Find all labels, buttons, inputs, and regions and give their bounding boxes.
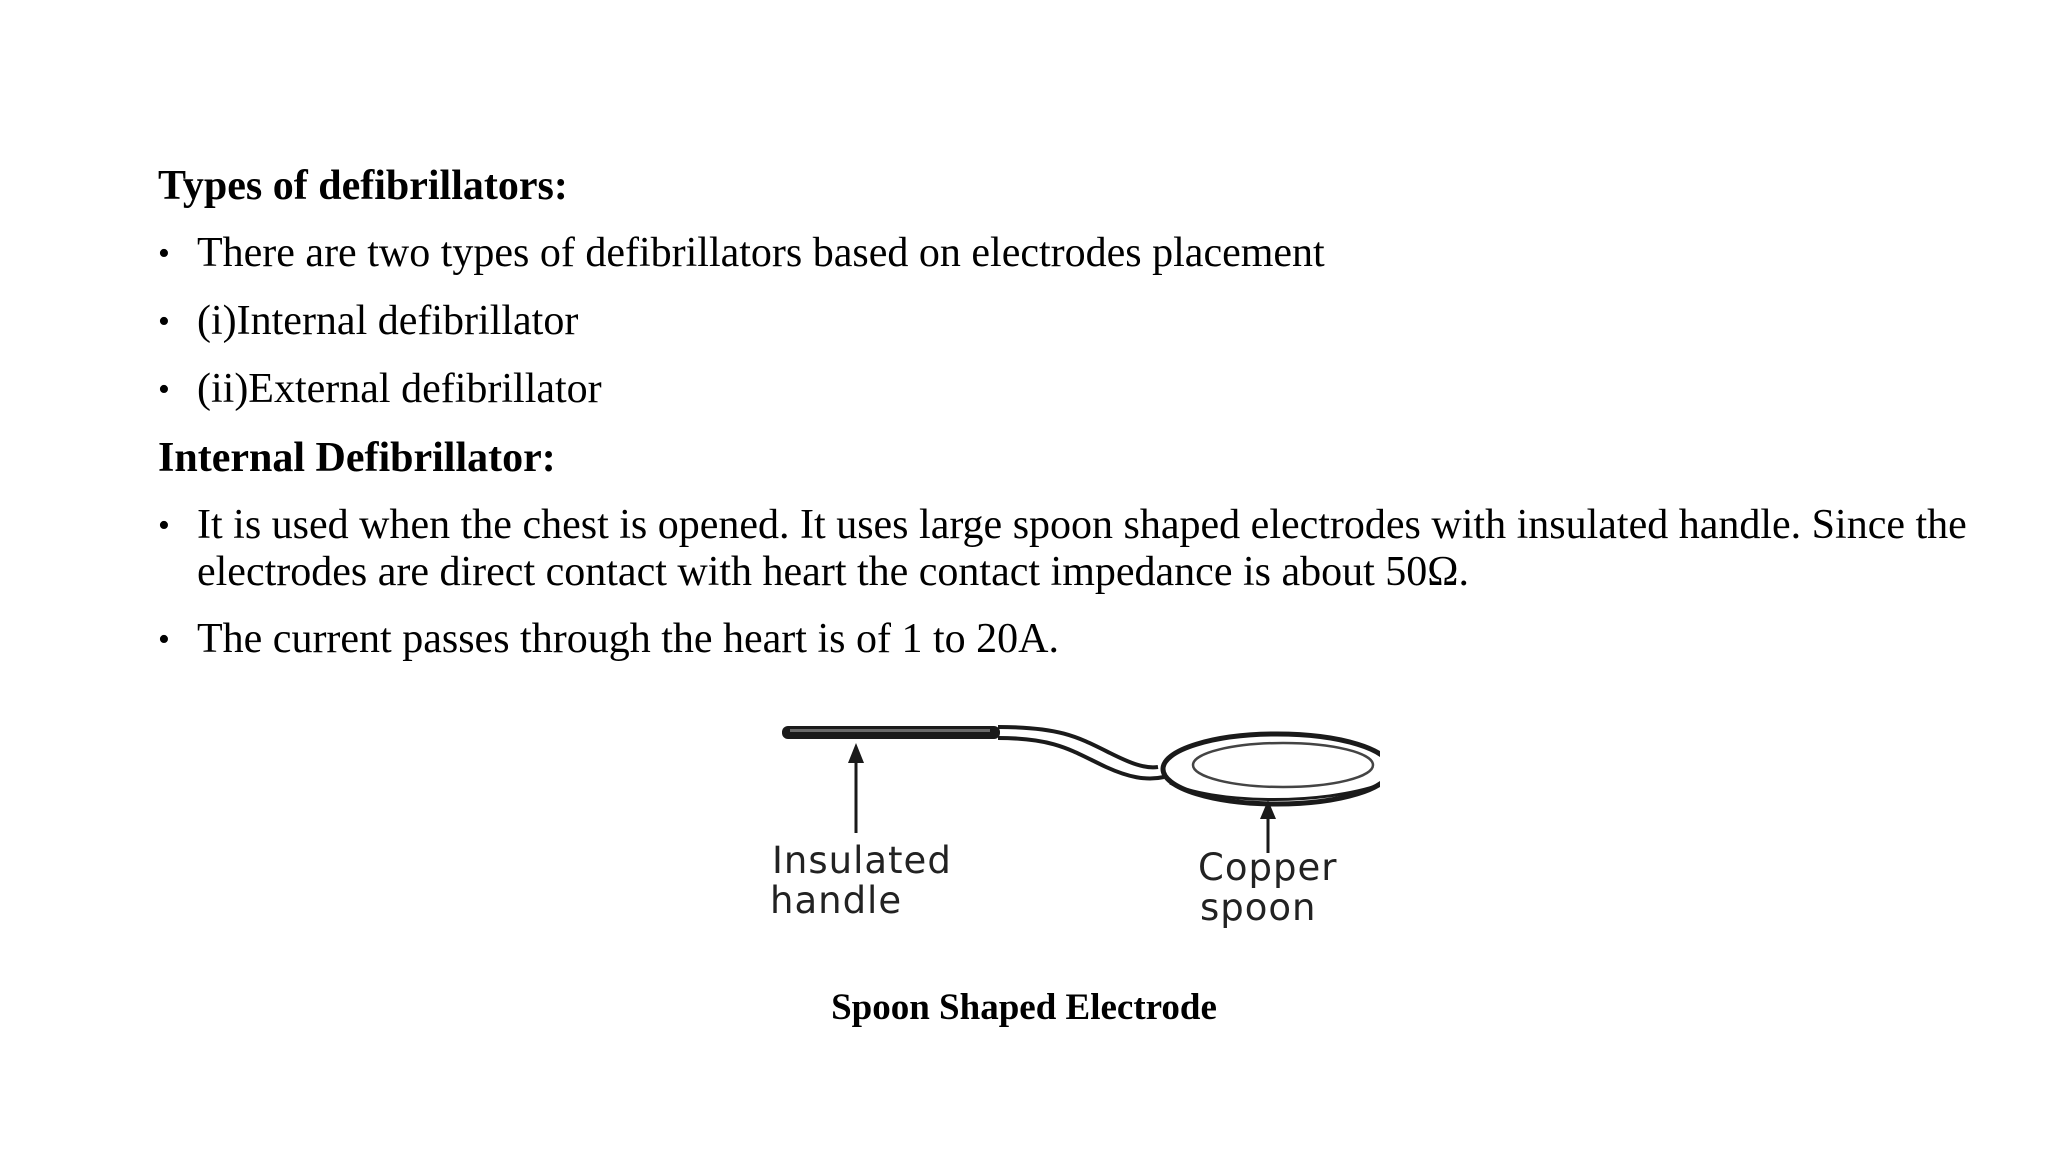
spoon-electrode-figure bbox=[760, 705, 1380, 940]
spoon-bowl-inner bbox=[1193, 743, 1373, 787]
bullet-dot: • bbox=[158, 303, 170, 340]
bullet-text: It is used when the chest is opened. It uses large spoon shaped electrodes with insulated handle. Since the electrodes are direct contact with heart the contact impedance is about 50Ω. bbox=[197, 502, 1967, 595]
label-insulated: Insulated bbox=[772, 839, 952, 882]
shaft-lower-line bbox=[998, 738, 1164, 779]
bullet-item-current bbox=[158, 616, 1978, 663]
handle-arrow-head bbox=[848, 743, 864, 763]
bullet-item-external bbox=[158, 366, 1978, 413]
bullet-item-internal bbox=[158, 298, 1978, 345]
bullet-item-two-types bbox=[158, 230, 1978, 277]
bullet-text: There are two types of defibrillators based on electrodes placement bbox=[197, 230, 1325, 276]
bullet-item-chest-opened bbox=[158, 502, 1978, 596]
label-handle: handle bbox=[770, 879, 903, 922]
heading-internal-defibrillator: Internal Defibrillator: bbox=[158, 435, 556, 481]
figure-caption: Spoon Shaped Electrode bbox=[831, 987, 1217, 1028]
bullet-text: (ii)External defibrillator bbox=[197, 366, 602, 412]
label-spoon: spoon bbox=[1200, 886, 1317, 929]
label-copper: Copper bbox=[1198, 846, 1338, 889]
handle-highlight bbox=[790, 729, 990, 732]
bullet-text: The current passes through the heart is of 1 to 20A. bbox=[197, 616, 1059, 662]
bullet-dot: • bbox=[158, 235, 170, 272]
bullet-dot: • bbox=[158, 621, 170, 658]
insulated-handle-shape bbox=[782, 726, 1000, 739]
bullet-dot: • bbox=[158, 371, 170, 408]
shaft-upper-line bbox=[998, 727, 1158, 767]
bullet-dot: • bbox=[158, 507, 170, 544]
heading-types-of-defibrillators: Types of defibrillators: bbox=[158, 163, 568, 209]
bullet-text: (i)Internal defibrillator bbox=[197, 298, 579, 344]
